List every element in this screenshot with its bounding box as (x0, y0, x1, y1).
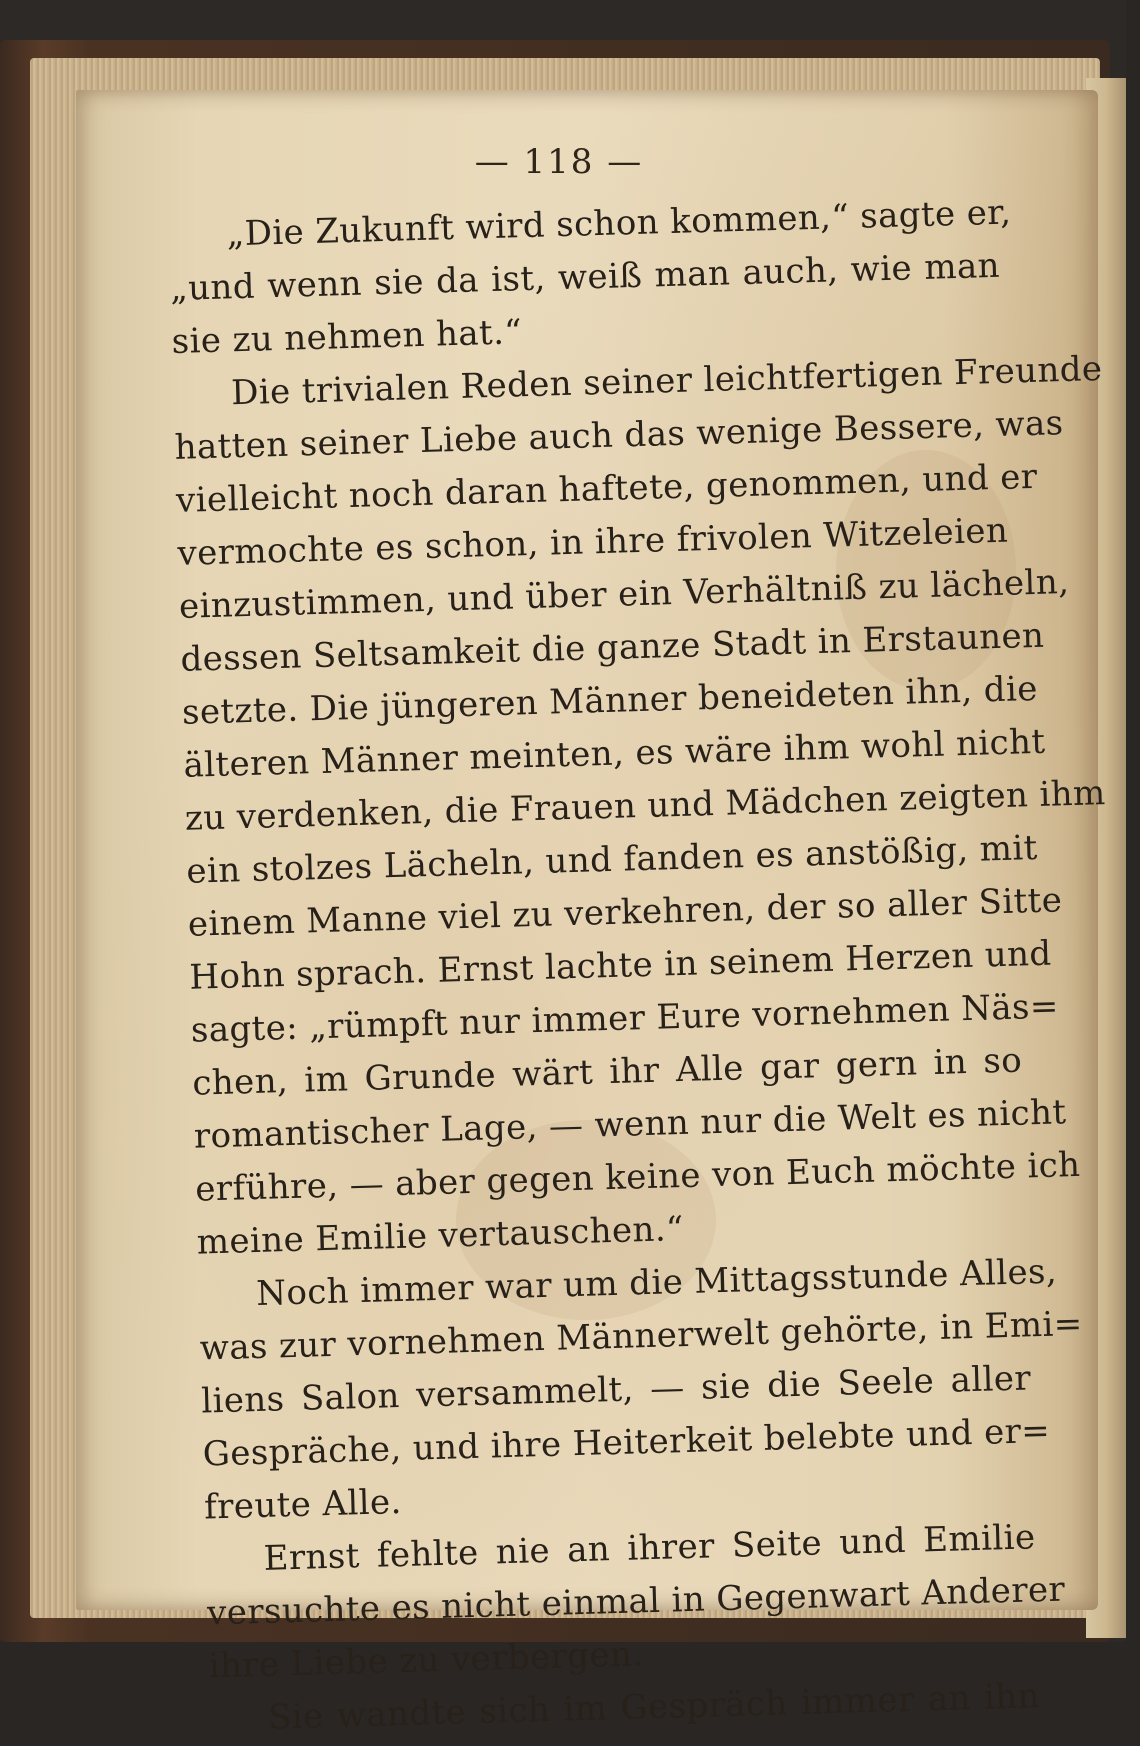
text-line: Hohn sprach. Ernst lachte in seinem Herzen und (188, 933, 1053, 998)
text-line: Sie wandte sich im Gespräch immer an ihn (267, 1676, 1041, 1738)
page-number: — 118 — (474, 142, 644, 182)
text-line: „und wenn sie da ist, weiß man auch, wie man (169, 245, 1001, 309)
text-line: hatten seiner Liebe auch das wenige Bessere, was (174, 403, 1064, 468)
text-line: meine Emilie vertauschen.“ (196, 1209, 685, 1263)
text-line: erführe, — aber gegen keine von Euch möchte ich (194, 1144, 1081, 1210)
text-line: Die trivialen Reden seiner leichtfertigen Freunde (230, 348, 1103, 414)
book-page (76, 90, 1107, 1738)
text-line: ein stolzes Lächeln, und fanden es anstößig, mit (185, 827, 1039, 892)
text-line: versuchte es nicht einmal in Gegenwart Anderer (206, 1569, 1066, 1634)
body-text (168, 187, 1107, 1746)
text-line: liens Salon versammelt, — sie die Seele aller (200, 1358, 1032, 1422)
text-line: sie zu nehmen hat.“ (171, 312, 523, 362)
text-line: einzustimmen, und über ein Verhältniß zu lächeln, (178, 561, 1070, 627)
text-line: älteren Männer meinten, es wäre ihm wohl nicht (182, 721, 1046, 786)
text-line: Ernst fehlte nie an ihrer Seite und Emilie (263, 1517, 1036, 1579)
text-line: was zur vornehmen Männerwelt gehörte, in Emi= (199, 1303, 1084, 1369)
text-line: „Die Zukunft wird schon kommen,“ sagte er, (226, 192, 1012, 255)
text-line: vielleicht noch daran haftete, genommen, und er (175, 456, 1038, 521)
text-line: Noch immer war um die Mittagsstunde Alles, (255, 1251, 1058, 1314)
text-line: einem Manne viel zu verkehren, der so aller Sitte (187, 880, 1063, 945)
text-line: freute Alle. (203, 1481, 403, 1528)
text-line: Gespräche, und ihre Heiterkeit belebte und er= (202, 1410, 1051, 1475)
text-line: chen, im Grunde wärt ihr Alle gar gern in so (191, 1040, 1023, 1104)
text-line: setzte. Die jüngeren Männer beneideten ihn, die (181, 668, 1039, 733)
text-line: ihre Liebe zu verbergen. (208, 1634, 644, 1687)
text-line: zu verdenken, die Frauen und Mädchen zeigten ihm (184, 773, 1107, 839)
text-line: vermochte es schon, in ihre frivolen Witzeleien (177, 510, 1009, 574)
text-line: romantischer Lage, — wenn nur die Welt es nicht (193, 1092, 1067, 1157)
text-line: dessen Seltsamkeit die ganze Stadt in Erstaunen (180, 615, 1045, 680)
text-line: sagte: „rümpft nur immer Eure vornehmen Näs= (190, 986, 1060, 1051)
